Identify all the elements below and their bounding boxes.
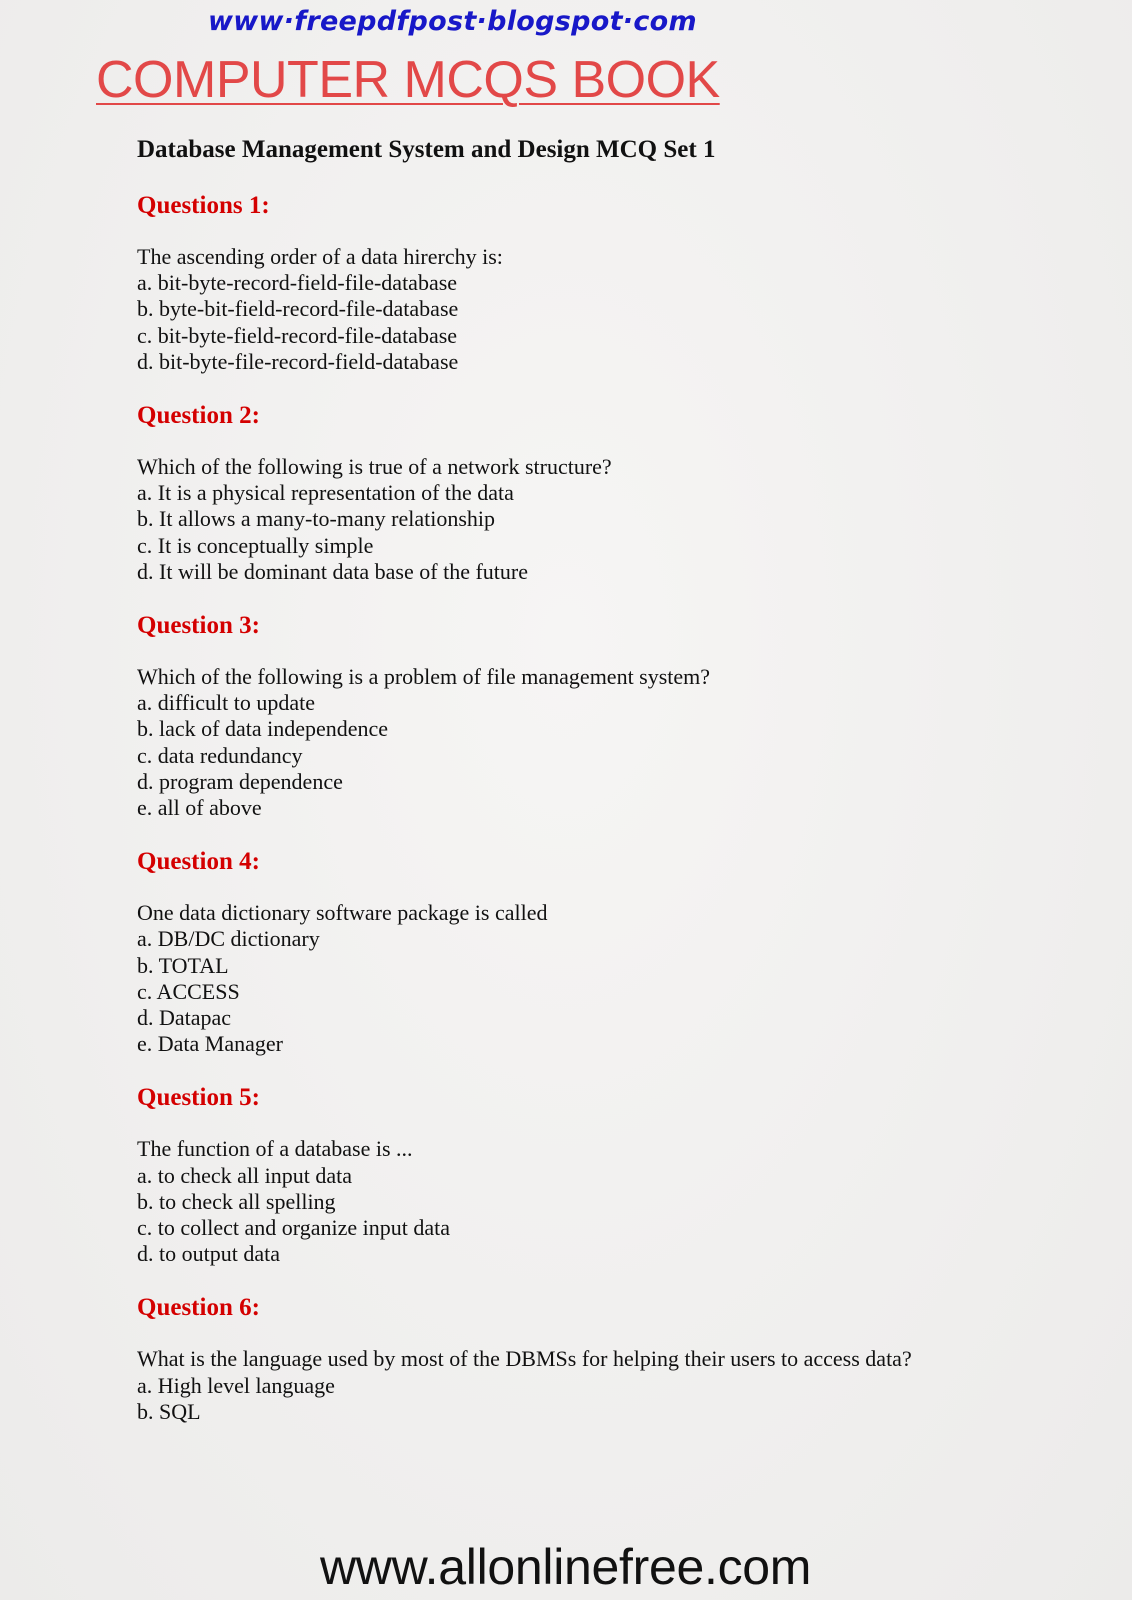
question-text: One data dictionary software package is called [137,900,548,926]
header-site-link: www·freepdfpost·blogspot·com [208,6,697,37]
option-item: d. to output data [137,1241,280,1267]
question-text: Which of the following is a problem of file management system? [137,664,711,690]
question-5 [137,1083,1097,1267]
option-item: a. bit-byte-record-field-file-database [137,270,458,296]
question-heading: Question 3: [137,612,260,640]
question-1 [137,191,1097,375]
option-item: d. bit-byte-file-record-field-database [137,348,459,374]
question-heading: Question 2: [137,402,260,430]
option-item: a. difficult to update [137,690,315,716]
option-item: b. SQL [137,1398,201,1424]
option-list [137,1373,1097,1425]
option-item: a. High level language [137,1372,335,1398]
option-list [137,270,1097,375]
option-item: b. It allows a many-to-many relationship [137,506,496,532]
option-item: d. Datapac [137,1005,232,1031]
question-text: The function of a database is ... [137,1136,413,1162]
option-item: a. DB/DC dictionary [137,926,320,952]
book-title: COMPUTER MCQS BOOK [96,51,720,109]
question-heading: Question 4: [137,848,260,876]
question-6 [137,1293,1097,1425]
question-heading: Question 6: [137,1294,260,1322]
question-text: The ascending order of a data hirerchy is: [137,244,503,269]
question-text: Which of the following is true of a network structure? [137,454,612,480]
option-item: c. It is conceptually simple [137,532,374,558]
question-text: What is the language used by most of the DBMSs for helping their users to access data? [137,1346,912,1372]
option-list [137,926,1097,1057]
option-item: a. It is a physical representation of the data [137,480,514,506]
option-item: b. lack of data independence [137,716,389,742]
option-item: a. to check all input data [137,1162,353,1188]
option-item: c. to collect and organize input data [137,1215,450,1241]
option-item: b. to check all spelling [137,1188,336,1214]
footer-site-link: www.allonlinefree.com [320,1539,812,1595]
question-2 [137,401,1097,585]
option-item: b. byte-bit-field-record-file-database [137,296,459,322]
question-4 [137,847,1097,1057]
question-heading: Questions 1: [137,192,270,219]
option-item: d. It will be dominant data base of the future [137,558,528,584]
option-item: c. data redundancy [137,742,303,768]
option-list [137,480,1097,585]
option-item: c. ACCESS [137,978,240,1004]
set-title: Database Management System and Design MCQ Set 1 [137,136,716,163]
option-item: e. all of above [137,795,262,821]
question-list [137,191,1097,1451]
question-3 [137,611,1097,821]
option-list [137,1163,1097,1268]
option-item: b. TOTAL [137,952,229,978]
option-item: e. Data Manager [137,1031,283,1057]
question-heading: Question 5: [137,1084,260,1112]
option-item: d. program dependence [137,768,343,794]
option-list [137,690,1097,821]
option-item: c. bit-byte-field-record-file-database [137,322,458,348]
